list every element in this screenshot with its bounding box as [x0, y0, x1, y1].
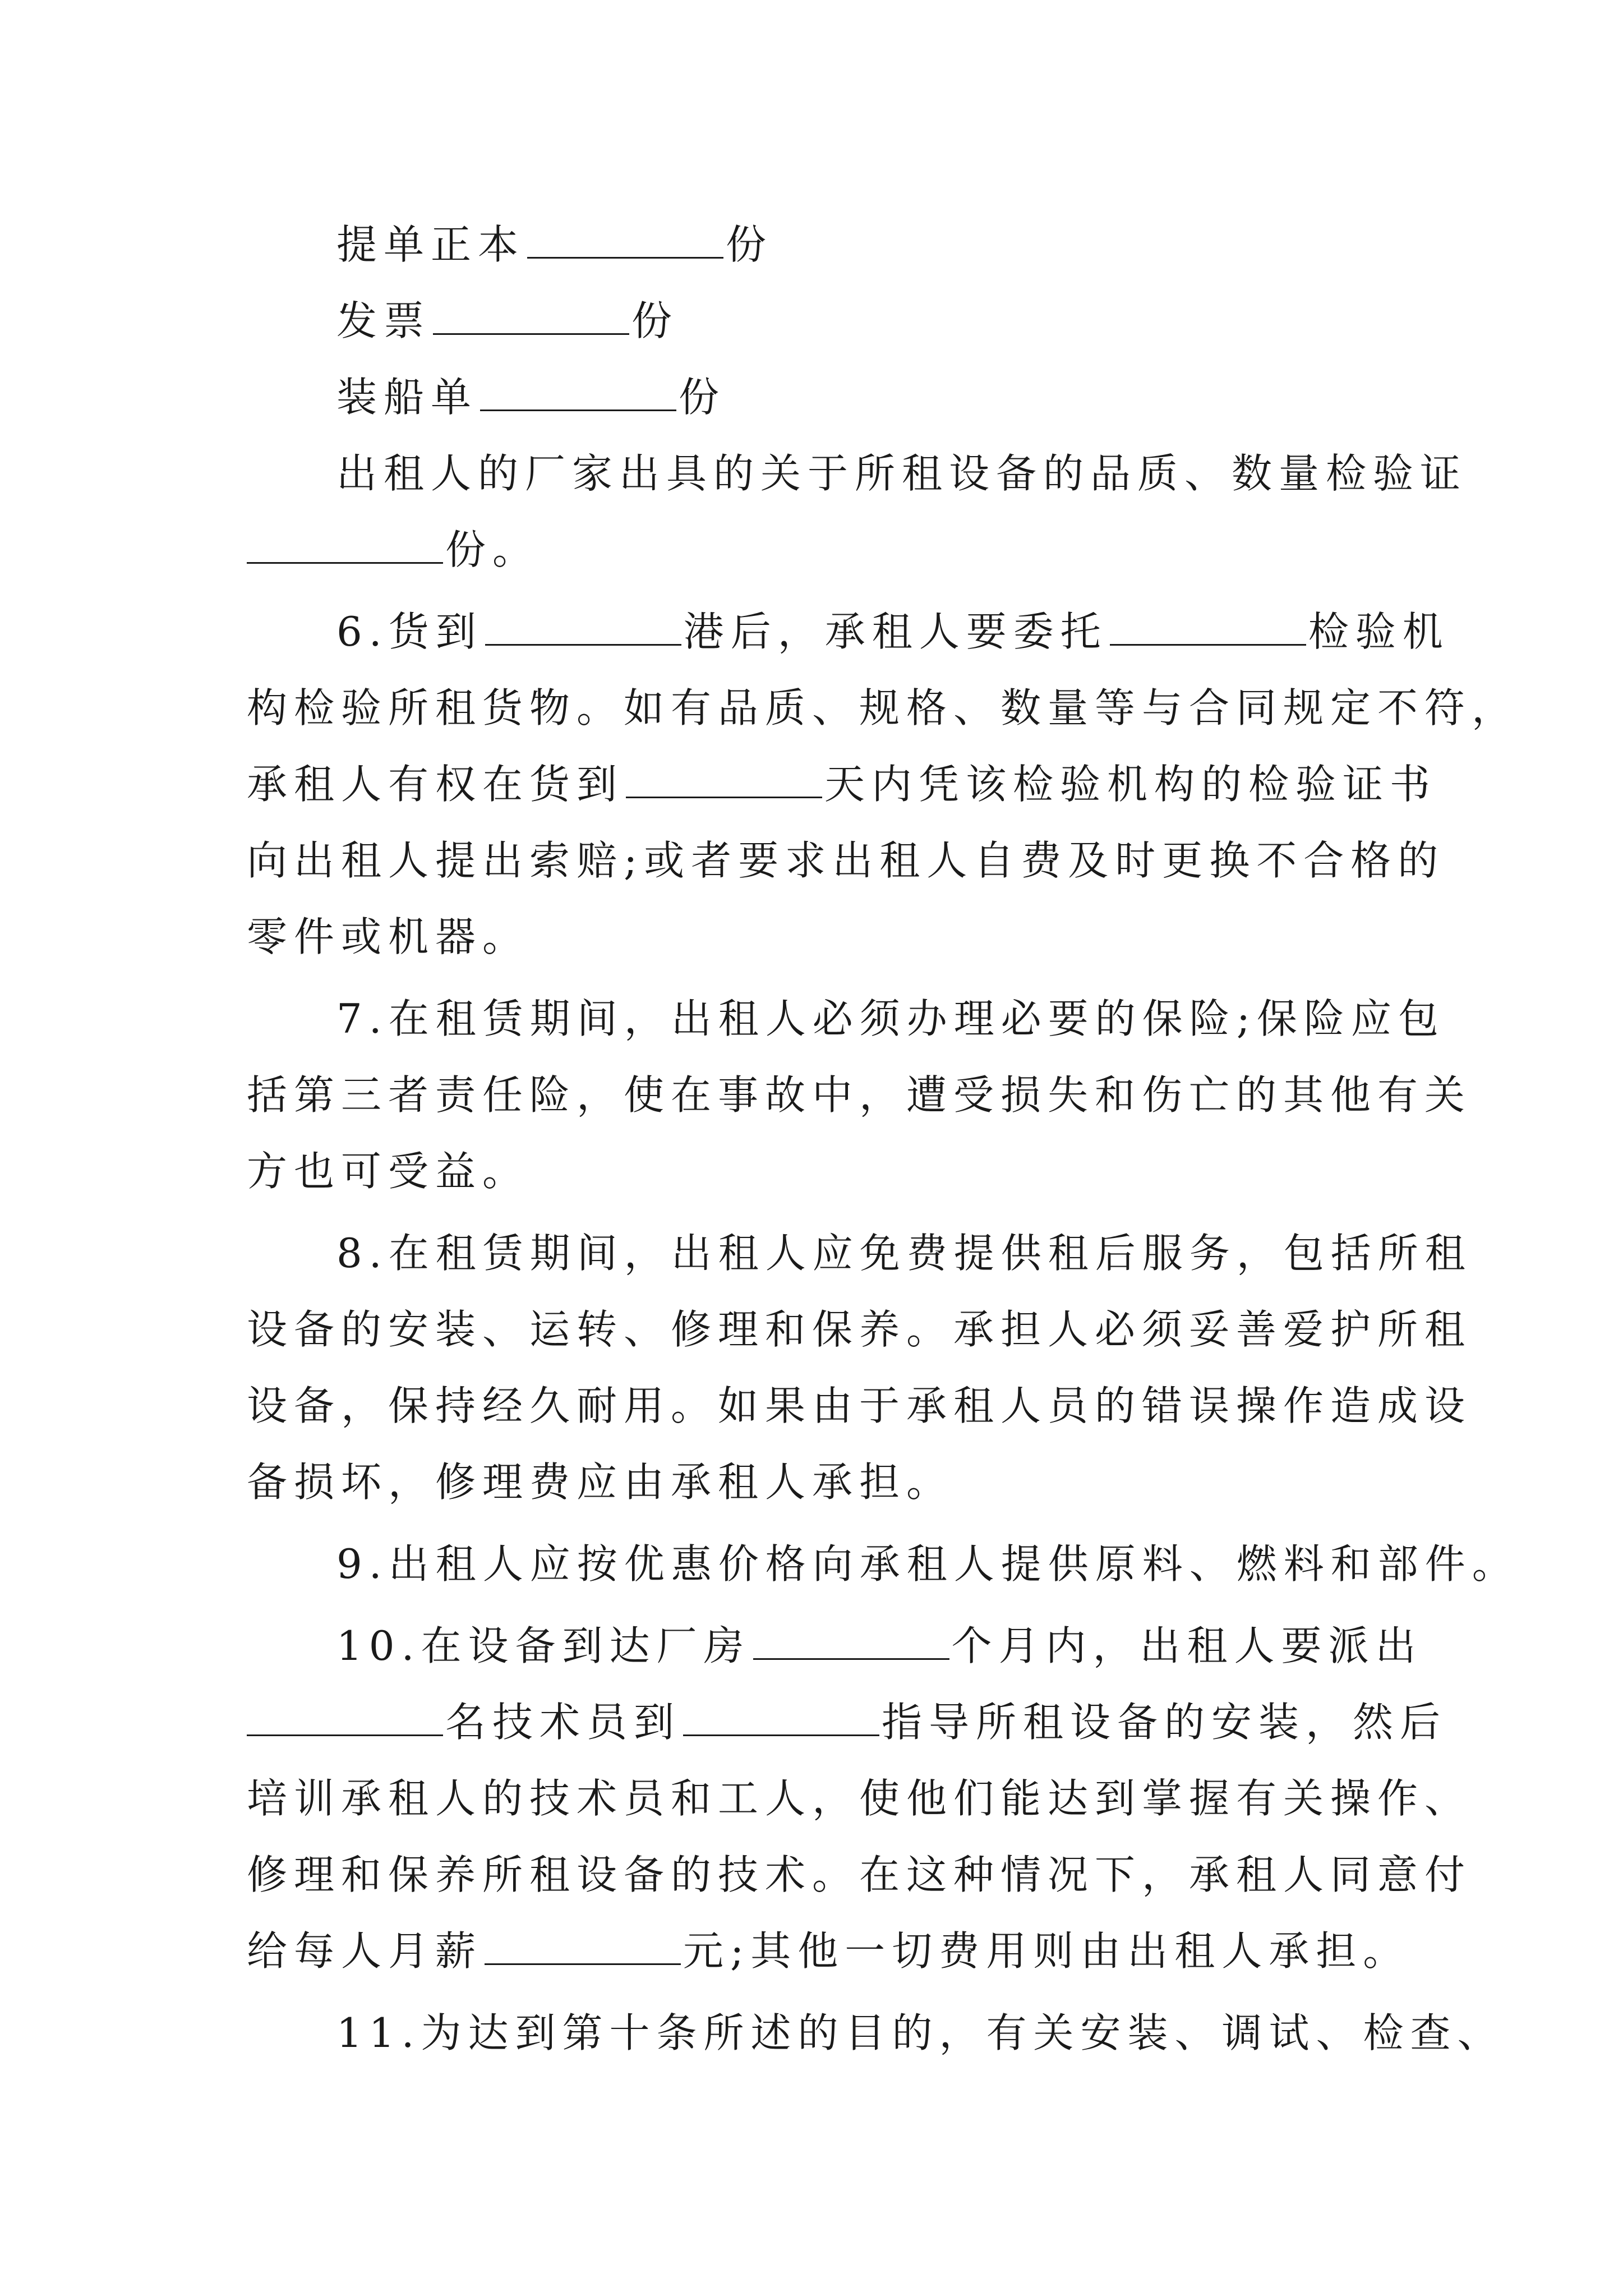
text-segment: 7.在租赁期间，出租人必须办理必要的保险;保险应包 [336, 995, 1445, 1042]
text-segment: 9.出租人应按优惠价格向承租人提供原料、燃料和部件。 [336, 1540, 1519, 1588]
text-segment: 出租人的厂家出具的关于所租设备的品质、数量检验证 [336, 450, 1468, 497]
text-segment: 名技术员到 [445, 1699, 681, 1746]
text-segment: 设备的安装、运转、修理和保养。承担人必须妥善爱护所租 [247, 1306, 1472, 1353]
text-segment: 份 [631, 297, 679, 344]
text-line [247, 670, 1519, 746]
text-segment: 8.在租赁期间，出租人应免费提供租后服务，包括所租 [336, 1230, 1472, 1277]
clause-7 [336, 981, 1445, 1057]
text-line [247, 899, 529, 975]
text-segment: 份。 [445, 526, 540, 573]
text-segment: 给每人月薪 [247, 1927, 483, 1975]
text-line [247, 1368, 1472, 1444]
fill-in-blank [485, 610, 681, 646]
text-line [247, 1291, 1472, 1368]
text-line [247, 1057, 1472, 1133]
text-segment: 承租人有权在货到 [247, 761, 624, 808]
text-segment: 修理和保养所租设备的技术。在这种情况下，承租人同意付 [247, 1851, 1472, 1898]
fill-in-blank [683, 1701, 879, 1736]
text-line [336, 283, 679, 359]
clause-8 [336, 1215, 1472, 1291]
text-segment: 天内凭该检验机构的检验证书 [824, 761, 1437, 808]
text-segment: 备损坏，修理费应由承租人承担。 [247, 1458, 954, 1506]
text-segment: 港后，承租人要委托 [683, 608, 1108, 655]
clause-10 [336, 1608, 1423, 1684]
text-line [336, 435, 1467, 512]
text-segment: 11.为达到第十条所述的目的，有关安装、调试、检查、 [336, 2009, 1505, 2056]
text-segment: 构检验所租货物。如有品质、规格、数量等与合同规定不符， [247, 684, 1519, 731]
text-segment: 发票 [336, 297, 431, 344]
text-line [247, 1444, 953, 1520]
text-segment: 份 [726, 221, 773, 268]
text-line [247, 1913, 1410, 1989]
clause-9 [336, 1526, 1519, 1602]
text-segment: 个月内，出租人要派出 [951, 1622, 1423, 1669]
text-segment: 10.在设备到达厂房 [336, 1622, 751, 1669]
fill-in-blank [247, 528, 443, 564]
text-line [247, 1133, 529, 1209]
text-segment: 方也可受益。 [247, 1148, 530, 1195]
clause-6 [336, 593, 1450, 670]
text-segment: 提单正本 [336, 221, 525, 268]
fill-in-blank [433, 300, 629, 335]
fill-in-blank [1110, 610, 1306, 646]
text-segment: 向出租人提出索赔;或者要求出租人自费及时更换不合格的 [247, 837, 1445, 884]
text-segment: 设备，保持经久耐用。如果由于承租人员的错误操作造成设 [247, 1382, 1472, 1429]
text-segment: 括第三者责任险，使在事故中，遭受损失和伤亡的其他有关 [247, 1071, 1472, 1119]
fill-in-blank [485, 1930, 681, 1965]
text-line [336, 359, 726, 435]
fill-in-blank [480, 376, 676, 411]
fill-in-blank [753, 1625, 949, 1660]
text-segment: 培训承租人的技术员和工人，使他们能达到掌握有关操作、 [247, 1775, 1472, 1822]
text-segment: 指导所租设备的安装，然后 [882, 1699, 1447, 1746]
text-line [247, 746, 1437, 822]
text-segment: 份 [679, 374, 726, 421]
text-segment: 检验机 [1308, 608, 1450, 655]
text-line [247, 512, 540, 588]
text-line [247, 1684, 1447, 1760]
text-segment: 零件或机器。 [247, 913, 530, 960]
text-line [336, 206, 773, 283]
text-line [247, 822, 1445, 899]
fill-in-blank [247, 1701, 443, 1736]
text-segment: 元;其他一切费用则由出租人承担。 [683, 1927, 1410, 1975]
text-line [247, 1760, 1472, 1837]
clause-11 [336, 1995, 1505, 2071]
text-line [247, 1837, 1472, 1913]
text-segment: 装船单 [336, 374, 478, 421]
fill-in-blank [626, 763, 822, 798]
text-segment: 6.货到 [336, 608, 483, 655]
fill-in-blank [527, 223, 723, 259]
